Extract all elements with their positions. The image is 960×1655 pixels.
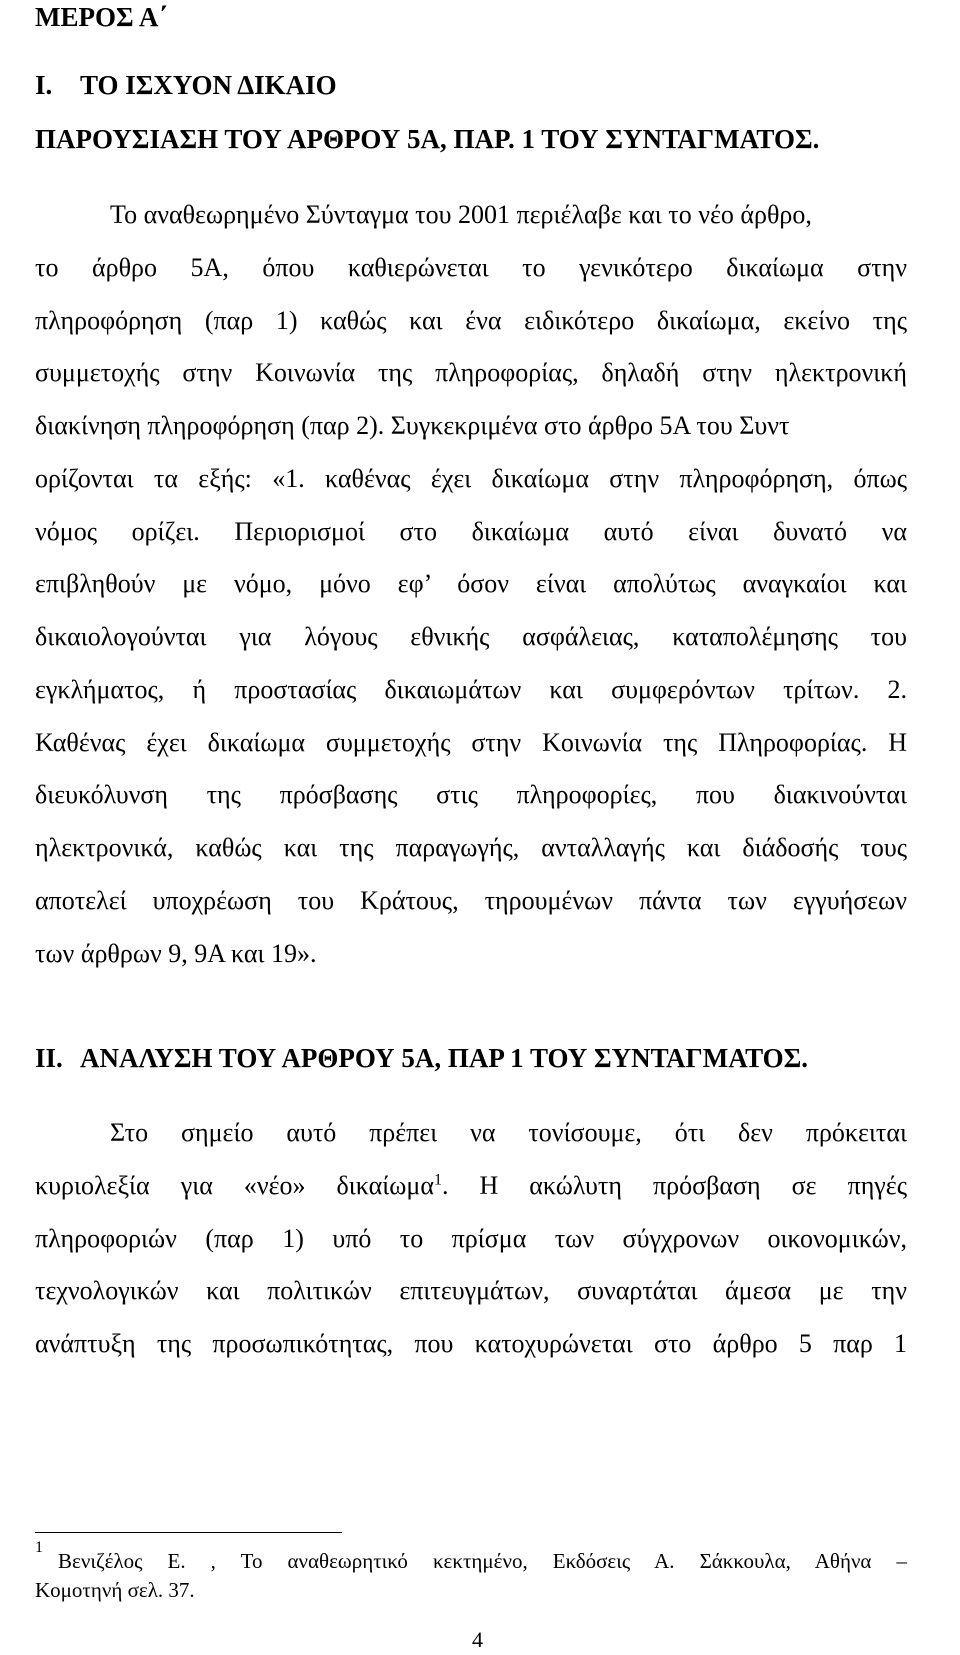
- paragraph-line: διευκόλυνση της πρόσβασης στις πληροφορίες, που διακινούνται: [35, 780, 907, 809]
- section-1-number: Ι.: [35, 70, 53, 100]
- paragraph-line: νόμος ορίζει. Περιορισμοί στο δικαίωμα αυτό είναι δυνατό να: [35, 517, 907, 546]
- paragraph-line: τεχνολογικών και πολιτικών επιτευγμάτων, συναρτάται άμεσα με την: [35, 1276, 907, 1305]
- paragraph-line: διακίνηση πληροφόρηση (παρ 2). Συγκεκριμένα στο άρθρο 5Α του Συντ: [35, 411, 790, 440]
- paragraph-line: συμμετοχής στην Κοινωνία της πληροφορίας, δηλαδή στην ηλεκτρονική: [35, 358, 907, 387]
- paragraph-line: πληροφόρηση (παρ 1) καθώς και ένα ειδικότερο δικαίωμα, εκείνο της: [35, 306, 907, 335]
- paragraph-line: πληροφοριών (παρ 1) υπό το πρίσμα των σύγχρονων οικονομικών,: [35, 1224, 907, 1253]
- footnote-number: 1: [35, 1539, 43, 1556]
- paragraph-line: εγκλήματος, ή προστασίας δικαιωμάτων και συμφερόντων τρίτων. 2.: [35, 675, 907, 704]
- footnote-separator: [35, 1532, 342, 1533]
- part-heading: ΜΕΡΟΣ Α΄: [35, 2, 168, 32]
- paragraph-text: . Η ακώλυτη πρόσβαση σε πηγές: [441, 1171, 907, 1200]
- section-1-title: ΤΟ ΙΣΧΥΟΝ ΔΙΚΑΙΟ: [80, 70, 337, 100]
- paragraph-line: Καθένας έχει δικαίωμα συμμετοχής στην Κοινωνία της Πληροφορίας. Η: [35, 728, 907, 757]
- footnote-line: Βενιζέλος Ε. , Το αναθεωρητικό κεκτημένο, Εκδόσεις Α. Σάκκουλα, Αθήνα –: [58, 1549, 907, 1573]
- paragraph-line: Στο σημείο αυτό πρέπει να τονίσουμε, ότι δεν πρόκειται: [110, 1118, 907, 1147]
- paragraph-line: Το αναθεωρημένο Σύνταγμα του 2001 περιέλαβε και το νέο άρθρο,: [110, 200, 812, 229]
- paragraph-line: αποτελεί υποχρέωση του Κράτους, τηρουμένων πάντα των εγγυήσεων: [35, 886, 907, 915]
- section-2-title: ΑΝΑΛΥΣΗ ΤΟΥ ΑΡΘΡΟΥ 5Α, ΠΑΡ 1 ΤΟΥ ΣΥΝΤΑΓΜΑΤΟΣ.: [80, 1043, 809, 1073]
- section-2-number: ΙΙ.: [35, 1043, 63, 1073]
- paragraph-line: το άρθρο 5Α, όπου καθιερώνεται το γενικότερο δικαίωμα στην: [35, 253, 907, 282]
- paragraph-text: κυριολεξία για «νέο» δικαίωμα: [35, 1171, 434, 1200]
- page-number: 4: [472, 1627, 483, 1652]
- paragraph-line: ορίζονται τα εξής: «1. καθένας έχει δικαίωμα στην πληροφόρηση, όπως: [35, 464, 907, 493]
- paragraph-line: ηλεκτρονικά, καθώς και της παραγωγής, ανταλλαγής και διάδοσής τους: [35, 833, 907, 862]
- paragraph-line: [35, 1171, 907, 1201]
- paragraph-line: ανάπτυξη της προσωπικότητας, που κατοχυρώνεται στο άρθρο 5 παρ 1: [35, 1329, 907, 1358]
- paragraph-line: δικαιολογούνται για λόγους εθνικής ασφάλειας, καταπολέμησης του: [35, 622, 907, 651]
- footnote-marker: [35, 1540, 43, 1566]
- footnote-line: Κομοτηνή σελ. 37.: [35, 1578, 195, 1602]
- paragraph-line: των άρθρων 9, 9Α και 19».: [35, 939, 317, 968]
- paragraph-line: επιβληθούν με νόμο, μόνο εφ’ όσον είναι απολύτως αναγκαίοι και: [35, 569, 907, 598]
- section-1-subtitle: ΠΑΡΟΥΣΙΑΣΗ ΤΟΥ ΑΡΘΡΟΥ 5Α, ΠΑΡ. 1 ΤΟΥ ΣΥΝΤΑΓΜΑΤΟΣ.: [35, 124, 820, 154]
- footnote-reference[interactable]: 1: [433, 1171, 442, 1189]
